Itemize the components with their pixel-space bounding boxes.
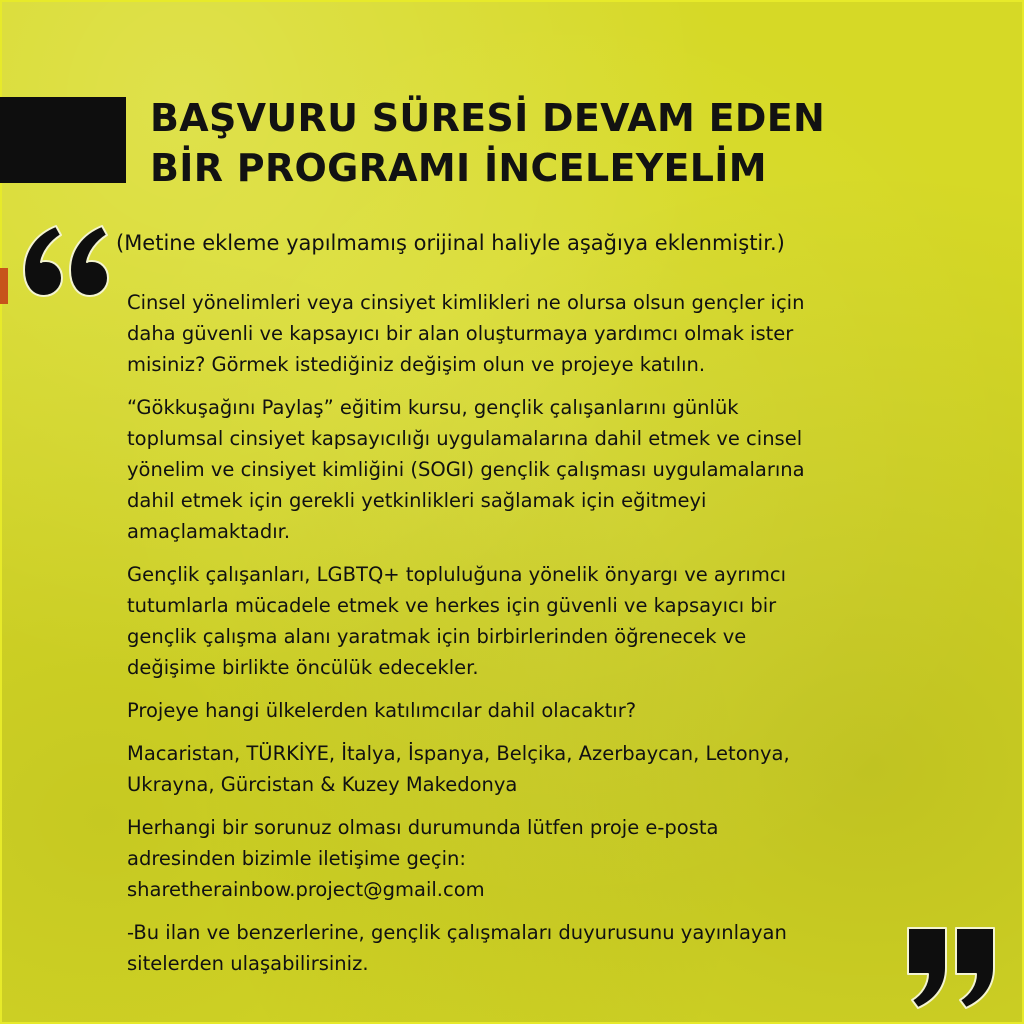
contact-email: sharetherainbow.project@gmail.com (127, 878, 485, 901)
text-line: Macaristan, TÜRKİYE, İtalya, İspanya, Belçika, Azerbaycan, Letonya, (127, 742, 790, 765)
intro-note: (Metine ekleme yapılmamış orijinal haliyle aşağıya eklenmiştir.) (116, 231, 785, 255)
edge-decoration (0, 268, 8, 304)
text-line: değişime birlikte öncülük edecekler. (127, 656, 479, 679)
text-line: -Bu ilan ve benzerlerine, gençlik çalışmaları duyurusunu yayınlayan (127, 921, 787, 944)
text-line: toplumsal cinsiyet kapsayıcılığı uygulamalarına dahil etmek ve cinsel (127, 427, 803, 450)
text-line: adresinden bizimle iletişime geçin: (127, 847, 466, 870)
text-line: amaçlamaktadır. (127, 520, 291, 543)
text-line: daha güvenli ve kapsayıcı bir alan oluşturmaya yardımcı olmak ister (127, 322, 794, 345)
title-line-2: BİR PROGRAMI İNCELEYELİM (150, 146, 767, 190)
text-line: Projeye hangi ülkelerden katılımcılar dahil olacaktır? (127, 699, 637, 722)
text-line: Gençlik çalışanları, LGBTQ+ topluluğuna yönelik önyargı ve ayrımcı (127, 563, 786, 586)
text-line: sitelerden ulaşabilirsiniz. (127, 952, 369, 975)
open-quote-icon (20, 220, 110, 302)
text-line: dahil etmek için gerekli yetkinlikleri sağlamak için eğitmeyi (127, 489, 707, 512)
title-line-1: BAŞVURU SÜRESİ DEVAM EDEN (150, 96, 826, 140)
paragraph-countries-question (127, 695, 927, 726)
paragraph-contact (127, 812, 927, 905)
paragraph-invitation (127, 287, 927, 380)
text-line: misiniz? Görmek istediğiniz değişim olun ve projeye katılın. (127, 353, 706, 376)
text-line: yönelim ve cinsiyet kimliğini (SOGI) gençlik çalışması uygulamalarına (127, 458, 805, 481)
text-line: tutumlarla mücadele etmek ve herkes için güvenli ve kapsayıcı bir (127, 594, 777, 617)
text-line: gençlik çalışma alanı yaratmak için birbirlerinden öğrenecek ve (127, 625, 747, 648)
text-line: “Gökkuşağını Paylaş” eğitim kursu, gençlik çalışanlarını günlük (127, 396, 739, 419)
page-title (150, 93, 825, 193)
announcement-body (127, 287, 927, 991)
paragraph-youth-workers (127, 559, 927, 683)
title-block-decoration (0, 97, 126, 183)
text-line: Ukrayna, Gürcistan & Kuzey Makedonya (127, 773, 518, 796)
text-line: Cinsel yönelimleri veya cinsiyet kimlikleri ne olursa olsun gençler için (127, 291, 805, 314)
paragraph-course-description (127, 392, 927, 547)
text-line: Herhangi bir sorunuz olması durumunda lütfen proje e-posta (127, 816, 719, 839)
paragraph-source-note (127, 917, 927, 979)
paragraph-countries-list (127, 738, 927, 800)
